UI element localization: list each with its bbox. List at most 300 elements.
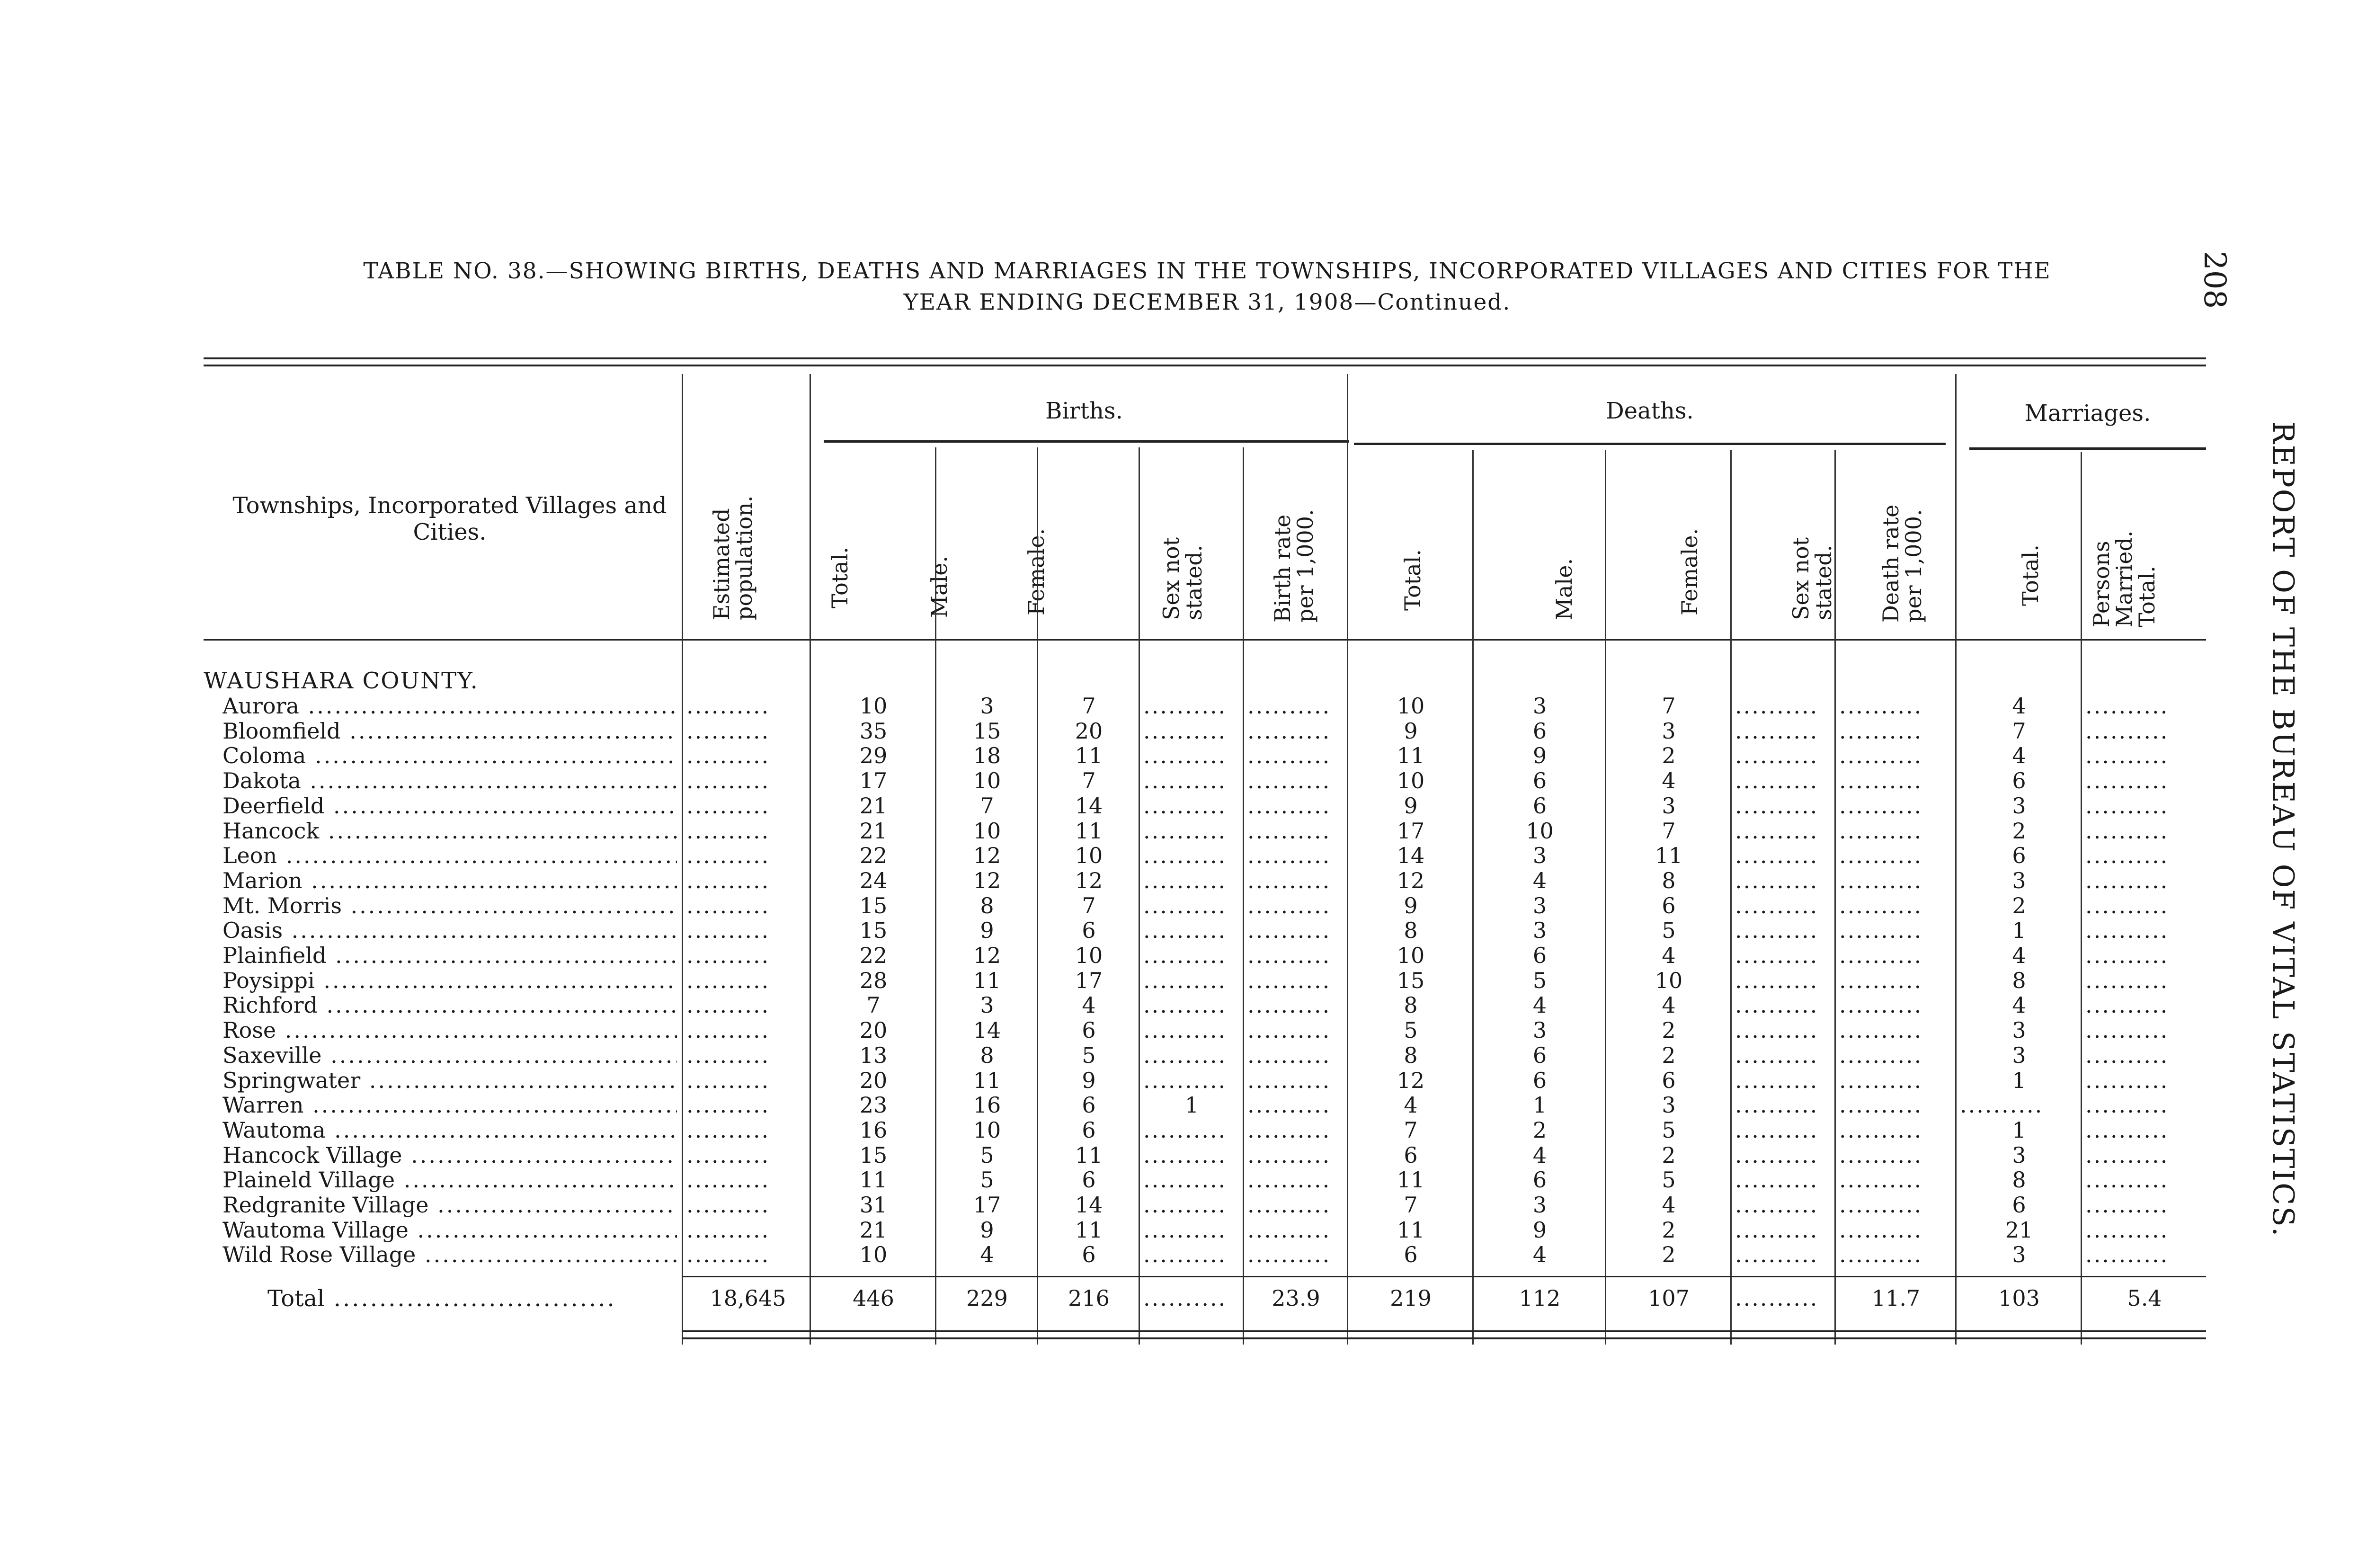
- row-births-male: 10: [973, 818, 1001, 844]
- row-deaths-sex-not-stated: ..........: [1735, 1068, 1819, 1093]
- row-deaths-sex-not-stated: ..........: [1735, 694, 1819, 719]
- row-population-dots: ..........: [686, 868, 770, 893]
- row-births-sex-not-stated: ..........: [1143, 694, 1227, 719]
- row-births-male: 8: [980, 892, 994, 918]
- row-persons-married: ..........: [2085, 793, 2169, 819]
- header-population: Estimated population.: [709, 495, 757, 620]
- row-deaths-male: 3: [1532, 918, 1547, 944]
- row-marriages-total: 2: [2012, 892, 2026, 918]
- row-births-male: 18: [973, 743, 1001, 769]
- row-death-rate: ..........: [1839, 968, 1923, 993]
- row-deaths-female: 4: [1662, 1192, 1676, 1218]
- row-population-dots: ..........: [686, 843, 770, 869]
- table-row: [0, 868, 2367, 893]
- row-births-female: 11: [1075, 1142, 1103, 1168]
- row-marriages-total: 21: [2005, 1217, 2033, 1243]
- row-births-female: 17: [1075, 967, 1103, 993]
- table-row: [0, 768, 2367, 793]
- row-population-dots: ..........: [686, 1018, 770, 1043]
- table-row: [0, 993, 2367, 1018]
- row-births-male: 12: [973, 943, 1001, 968]
- row-births-female: 6: [1082, 918, 1096, 944]
- row-persons-married: ..........: [2085, 943, 2169, 968]
- row-deaths-sex-not-stated: ..........: [1735, 1217, 1819, 1243]
- row-place-name: Leon .....: [222, 843, 677, 868]
- table-row: [0, 1068, 2367, 1093]
- row-births-female: 11: [1075, 1217, 1103, 1243]
- row-births-sex-not-stated: ..........: [1143, 918, 1227, 944]
- row-population-dots: ..........: [686, 793, 770, 819]
- row-deaths-male: 3: [1532, 693, 1547, 719]
- row-place-name: Poysippi .....: [222, 968, 677, 993]
- row-population-dots: ..........: [686, 1167, 770, 1193]
- table-row: [0, 1018, 2367, 1043]
- row-place-name: Marion .....: [222, 868, 677, 893]
- row-births-total: 11: [859, 1167, 888, 1193]
- row-birth-rate: ..........: [1247, 918, 1331, 944]
- row-deaths-sex-not-stated: ..........: [1735, 1093, 1819, 1118]
- row-births-sex-not-stated: ..........: [1143, 1142, 1227, 1168]
- row-place-name: Rose .....: [222, 1018, 677, 1043]
- row-deaths-total: 15: [1397, 967, 1425, 993]
- row-persons-married: ..........: [2085, 694, 2169, 719]
- row-marriages-total: 6: [2012, 768, 2026, 794]
- row-births-sex-not-stated: ..........: [1143, 1193, 1227, 1218]
- row-birth-rate: ..........: [1247, 694, 1331, 719]
- row-deaths-sex-not-stated: ..........: [1735, 943, 1819, 968]
- row-deaths-female: 2: [1662, 743, 1676, 769]
- row-deaths-total: 8: [1404, 992, 1418, 1018]
- row-births-sex-not-stated: ..........: [1143, 943, 1227, 968]
- row-births-female: 9: [1082, 1067, 1096, 1093]
- row-population-dots: ..........: [686, 918, 770, 944]
- row-death-rate: ..........: [1839, 694, 1923, 719]
- row-deaths-sex-not-stated: ..........: [1735, 1117, 1819, 1143]
- row-deaths-total: 7: [1404, 1192, 1418, 1218]
- row-persons-married: ..........: [2085, 868, 2169, 893]
- stub-header: Townships, Incorporated Villages and Cities.: [232, 492, 667, 545]
- row-birth-rate: ..........: [1247, 718, 1331, 744]
- row-birth-rate: ..........: [1247, 1093, 1331, 1118]
- row-births-female: 10: [1075, 943, 1103, 968]
- table-row: [0, 1093, 2367, 1118]
- row-births-total: 10: [859, 1242, 888, 1268]
- row-place-name: Saxeville .....: [222, 1043, 677, 1068]
- row-birth-rate: ..........: [1247, 818, 1331, 844]
- row-population-dots: ..........: [686, 968, 770, 993]
- row-deaths-sex-not-stated: ..........: [1735, 1167, 1819, 1193]
- row-birth-rate: ..........: [1247, 1167, 1331, 1193]
- row-births-total: 16: [859, 1117, 888, 1143]
- row-birth-rate: ..........: [1247, 1068, 1331, 1093]
- row-deaths-female: 2: [1662, 1242, 1676, 1268]
- row-births-total: 24: [859, 867, 888, 893]
- row-births-male: 15: [973, 718, 1001, 744]
- row-births-female: 14: [1075, 793, 1103, 819]
- row-persons-married: ..........: [2085, 1167, 2169, 1193]
- row-births-female: 11: [1075, 743, 1103, 769]
- header-birth-rate: Birth rate per 1,000.: [1270, 509, 1318, 623]
- row-birth-rate: ..........: [1247, 1018, 1331, 1043]
- row-deaths-female: 2: [1662, 1142, 1676, 1168]
- total-rule: [682, 1276, 2206, 1277]
- row-marriages-total: 3: [2012, 1142, 2026, 1168]
- row-deaths-male: 6: [1532, 793, 1547, 819]
- row-births-male: 5: [980, 1142, 994, 1168]
- row-deaths-male: 4: [1532, 1242, 1547, 1268]
- row-births-sex-not-stated: ..........: [1143, 793, 1227, 819]
- county-heading: WAUSHARA COUNTY.: [204, 668, 479, 694]
- row-population-dots: ..........: [686, 743, 770, 769]
- row-deaths-total: 11: [1397, 743, 1425, 769]
- row-place-name: Springwater .....: [222, 1068, 677, 1093]
- table-row: [0, 1118, 2367, 1143]
- table-row: [0, 968, 2367, 993]
- row-births-female: 12: [1075, 867, 1103, 893]
- row-death-rate: ..........: [1839, 993, 1923, 1018]
- row-deaths-sex-not-stated: ..........: [1735, 718, 1819, 744]
- row-births-male: 17: [973, 1192, 1001, 1218]
- row-deaths-female: 5: [1662, 1167, 1676, 1193]
- row-death-rate: ..........: [1839, 743, 1923, 769]
- row-deaths-sex-not-stated: ..........: [1735, 968, 1819, 993]
- total-death-rate: 11.7: [1871, 1285, 1921, 1311]
- row-death-rate: ..........: [1839, 1193, 1923, 1218]
- bottom-rule-1: [682, 1330, 2206, 1332]
- row-persons-married: ..........: [2085, 1142, 2169, 1168]
- row-marriages-total: 1: [2012, 1117, 2026, 1143]
- row-deaths-male: 1: [1532, 1092, 1547, 1118]
- row-deaths-female: 2: [1662, 1017, 1676, 1043]
- row-births-female: 20: [1075, 718, 1103, 744]
- row-births-male: 12: [973, 867, 1001, 893]
- row-births-sex-not-stated: ..........: [1143, 718, 1227, 744]
- row-place-name: Wild Rose Village .....: [222, 1242, 677, 1267]
- total-births-female: 216: [1068, 1285, 1110, 1311]
- row-deaths-sex-not-stated: ..........: [1735, 918, 1819, 944]
- row-births-total: 10: [859, 693, 888, 719]
- row-births-male: 3: [980, 693, 994, 719]
- row-births-sex-not-stated: ..........: [1143, 843, 1227, 869]
- row-births-female: 7: [1082, 892, 1096, 918]
- table-row: [0, 893, 2367, 918]
- table-row: [0, 1167, 2367, 1193]
- deaths-underline: [1354, 443, 1946, 445]
- row-marriages-total: 8: [2012, 967, 2026, 993]
- header-persons-married: Persons Married. Total.: [2089, 530, 2160, 627]
- total-births-sex-dots: ..........: [1143, 1285, 1227, 1311]
- row-deaths-male: 6: [1532, 943, 1547, 968]
- row-births-female: 7: [1082, 693, 1096, 719]
- row-births-sex-not-stated: ..........: [1143, 1167, 1227, 1193]
- row-deaths-sex-not-stated: ..........: [1735, 768, 1819, 794]
- row-deaths-sex-not-stated: ..........: [1735, 1042, 1819, 1068]
- row-death-rate: ..........: [1839, 943, 1923, 968]
- row-death-rate: ..........: [1839, 868, 1923, 893]
- row-persons-married: ..........: [2085, 743, 2169, 769]
- header-births-female: Female.: [1023, 528, 1049, 615]
- row-persons-married: ..........: [2085, 968, 2169, 993]
- row-marriages-total: 1: [2012, 918, 2026, 944]
- row-birth-rate: ..........: [1247, 1117, 1331, 1143]
- row-population-dots: ..........: [686, 1093, 770, 1118]
- row-place-name: Hancock Village .....: [222, 1143, 677, 1168]
- row-persons-married: ..........: [2085, 718, 2169, 744]
- row-births-total: 21: [859, 818, 888, 844]
- table-row: [0, 819, 2367, 844]
- row-place-name: Redgranite Village .....: [222, 1193, 677, 1218]
- row-births-total: 35: [859, 718, 888, 744]
- row-marriages-total: 6: [2012, 1192, 2026, 1218]
- row-population-dots: ..........: [686, 1217, 770, 1243]
- row-births-male: 9: [980, 918, 994, 944]
- row-births-total: 22: [859, 943, 888, 968]
- births-underline: [824, 440, 1349, 443]
- row-birth-rate: ..........: [1247, 743, 1331, 769]
- table-title-line-2: YEAR ENDING DECEMBER 31, 1908—Continued.: [903, 289, 1511, 315]
- row-births-total: 31: [859, 1192, 888, 1218]
- row-persons-married: ..........: [2085, 1242, 2169, 1268]
- row-persons-married: ..........: [2085, 993, 2169, 1018]
- row-deaths-female: 2: [1662, 1042, 1676, 1068]
- row-death-rate: ..........: [1839, 793, 1923, 819]
- table-row: [0, 1193, 2367, 1218]
- row-births-total: 21: [859, 1217, 888, 1243]
- header-deaths-male: Male.: [1551, 558, 1577, 620]
- row-births-male: 11: [973, 967, 1001, 993]
- row-marriages-total: 3: [2012, 1042, 2026, 1068]
- row-persons-married: ..........: [2085, 1068, 2169, 1093]
- row-births-sex-not-stated: ..........: [1143, 1217, 1227, 1243]
- row-death-rate: ..........: [1839, 1042, 1923, 1068]
- row-persons-married: ..........: [2085, 1217, 2169, 1243]
- row-marriages-total: 4: [2012, 943, 2026, 968]
- row-births-female: 6: [1082, 1017, 1096, 1043]
- row-birth-rate: ..........: [1247, 868, 1331, 893]
- row-deaths-sex-not-stated: ..........: [1735, 818, 1819, 844]
- row-deaths-sex-not-stated: ..........: [1735, 993, 1819, 1018]
- row-persons-married: ..........: [2085, 1018, 2169, 1043]
- row-deaths-female: 10: [1655, 967, 1683, 993]
- row-deaths-female: 4: [1662, 768, 1676, 794]
- row-birth-rate: ..........: [1247, 943, 1331, 968]
- total-births: 446: [853, 1285, 894, 1311]
- marriages-underline: [1969, 447, 2206, 450]
- total-birth-rate: 23.9: [1272, 1285, 1320, 1311]
- row-birth-rate: ..........: [1247, 1142, 1331, 1168]
- row-deaths-female: 4: [1662, 992, 1676, 1018]
- row-births-sex-not-stated: ..........: [1143, 1018, 1227, 1043]
- row-deaths-sex-not-stated: ..........: [1735, 1242, 1819, 1268]
- row-deaths-male: 6: [1532, 718, 1547, 744]
- row-place-name: Dakota .....: [222, 768, 677, 793]
- row-deaths-female: 3: [1662, 1092, 1676, 1118]
- row-deaths-female: 5: [1662, 1117, 1676, 1143]
- row-deaths-sex-not-stated: ..........: [1735, 1193, 1819, 1218]
- row-births-female: 6: [1082, 1092, 1096, 1118]
- row-births-total: 7: [866, 992, 881, 1018]
- row-deaths-total: 6: [1404, 1242, 1418, 1268]
- row-births-total: 21: [859, 793, 888, 819]
- row-deaths-male: 4: [1532, 992, 1547, 1018]
- top-rule-1: [204, 357, 2206, 359]
- table-row: [0, 1242, 2367, 1267]
- row-births-total: 23: [859, 1092, 888, 1118]
- row-births-female: 6: [1082, 1242, 1096, 1268]
- row-death-rate: ..........: [1839, 818, 1923, 844]
- row-birth-rate: ..........: [1247, 993, 1331, 1018]
- row-deaths-male: 4: [1532, 1142, 1547, 1168]
- row-births-sex-not-stated: ..........: [1143, 818, 1227, 844]
- row-death-rate: ..........: [1839, 918, 1923, 944]
- table-title: [204, 256, 2211, 318]
- row-deaths-total: 14: [1397, 843, 1425, 869]
- row-death-rate: ..........: [1839, 1068, 1923, 1093]
- row-marriages-total: 4: [2012, 743, 2026, 769]
- row-deaths-female: 3: [1662, 793, 1676, 819]
- row-place-name: Oasis .....: [222, 918, 677, 943]
- header-death-rate: Death rate per 1,000.: [1878, 504, 1926, 623]
- row-marriages-total: 4: [2012, 693, 2026, 719]
- table-row: [0, 1218, 2367, 1243]
- header-deaths-sex-not-stated: Sex not stated.: [1788, 537, 1836, 620]
- row-deaths-sex-not-stated: ..........: [1735, 743, 1819, 769]
- row-births-total: 17: [859, 768, 888, 794]
- row-marriages-total: 3: [2012, 867, 2026, 893]
- row-persons-married: ..........: [2085, 918, 2169, 944]
- row-deaths-female: 3: [1662, 718, 1676, 744]
- row-deaths-male: 2: [1532, 1117, 1547, 1143]
- total-label: Total .....: [267, 1285, 616, 1312]
- row-deaths-total: 17: [1397, 818, 1425, 844]
- row-deaths-male: 9: [1532, 1217, 1547, 1243]
- row-deaths-total: 7: [1404, 1117, 1418, 1143]
- row-persons-married: ..........: [2085, 1117, 2169, 1143]
- row-birth-rate: ..........: [1247, 893, 1331, 918]
- row-population-dots: ..........: [686, 1068, 770, 1093]
- row-births-male: 11: [973, 1067, 1001, 1093]
- row-persons-married: ..........: [2085, 893, 2169, 918]
- running-head: REPORT OF THE BUREAU OF VITAL STATISTICS.: [2266, 421, 2301, 1238]
- row-population-dots: ..........: [686, 893, 770, 918]
- table-title-line-1: TABLE NO. 38.—SHOWING BIRTHS, DEATHS AND MARRIAGES IN THE TOWNSHIPS, INCORPORATED VILLAGES AND CITIES FOR THE: [363, 258, 2051, 284]
- row-births-total: 15: [859, 1142, 888, 1168]
- row-population-dots: ..........: [686, 993, 770, 1018]
- row-deaths-female: 11: [1655, 843, 1683, 869]
- row-marriages-total: ..........: [1960, 1093, 2044, 1118]
- table-row: [0, 1143, 2367, 1168]
- row-deaths-male: 6: [1532, 1067, 1547, 1093]
- row-births-female: 7: [1082, 768, 1096, 794]
- row-population-dots: ..........: [686, 943, 770, 968]
- row-population-dots: ..........: [686, 1142, 770, 1168]
- births-header: Births.: [1045, 398, 1123, 424]
- row-persons-married: ..........: [2085, 1093, 2169, 1118]
- row-births-female: 14: [1075, 1192, 1103, 1218]
- row-births-male: 5: [980, 1167, 994, 1193]
- header-deaths-female: Female.: [1677, 528, 1702, 615]
- row-deaths-female: 7: [1662, 693, 1676, 719]
- row-population-dots: ..........: [686, 768, 770, 794]
- row-place-name: Warren .....: [222, 1093, 677, 1118]
- row-persons-married: ..........: [2085, 1193, 2169, 1218]
- row-births-total: 20: [859, 1067, 888, 1093]
- row-births-male: 3: [980, 992, 994, 1018]
- row-deaths-male: 5: [1532, 967, 1547, 993]
- row-deaths-sex-not-stated: ..........: [1735, 793, 1819, 819]
- row-births-total: 15: [859, 918, 888, 944]
- row-birth-rate: ..........: [1247, 1193, 1331, 1218]
- table-row: [0, 793, 2367, 819]
- row-births-sex-not-stated: ..........: [1143, 1117, 1227, 1143]
- row-deaths-female: 7: [1662, 818, 1676, 844]
- page-number: 208: [2197, 251, 2232, 309]
- total-deaths: 219: [1390, 1285, 1432, 1311]
- row-place-name: Plaineld Village .....: [222, 1167, 677, 1193]
- row-birth-rate: ..........: [1247, 793, 1331, 819]
- row-place-name: Hancock .....: [222, 819, 677, 844]
- row-births-female: 6: [1082, 1167, 1096, 1193]
- row-death-rate: ..........: [1839, 1018, 1923, 1043]
- row-deaths-male: 3: [1532, 1017, 1547, 1043]
- header-births-sex-not-stated: Sex not stated.: [1158, 537, 1207, 620]
- row-deaths-total: 5: [1404, 1017, 1418, 1043]
- row-marriages-total: 3: [2012, 793, 2026, 819]
- table-row: [0, 719, 2367, 744]
- row-birth-rate: ..........: [1247, 968, 1331, 993]
- row-births-total: 28: [859, 967, 888, 993]
- row-marriages-total: 7: [2012, 718, 2026, 744]
- row-deaths-male: 4: [1532, 867, 1547, 893]
- row-deaths-female: 6: [1662, 1067, 1676, 1093]
- table-row: [0, 1043, 2367, 1068]
- total-deaths-female: 107: [1648, 1285, 1690, 1311]
- row-deaths-total: 9: [1404, 793, 1418, 819]
- row-births-sex-not-stated: ..........: [1143, 1242, 1227, 1268]
- row-marriages-total: 4: [2012, 992, 2026, 1018]
- row-births-total: 22: [859, 843, 888, 869]
- table-row: [0, 694, 2367, 719]
- row-death-rate: ..........: [1839, 718, 1923, 744]
- row-birth-rate: ..........: [1247, 1042, 1331, 1068]
- top-rule-2: [204, 365, 2206, 366]
- row-marriages-total: 3: [2012, 1017, 2026, 1043]
- header-births-total: Total.: [827, 546, 853, 608]
- row-place-name: Wautoma Village .....: [222, 1218, 677, 1243]
- row-population-dots: ..........: [686, 1042, 770, 1068]
- row-deaths-total: 10: [1397, 768, 1425, 794]
- row-persons-married: ..........: [2085, 843, 2169, 869]
- row-population-dots: ..........: [686, 718, 770, 744]
- row-births-male: 10: [973, 1117, 1001, 1143]
- row-death-rate: ..........: [1839, 1093, 1923, 1118]
- row-births-sex-not-stated: ..........: [1143, 968, 1227, 993]
- row-marriages-total: 3: [2012, 1242, 2026, 1268]
- row-marriages-total: 6: [2012, 843, 2026, 869]
- row-deaths-male: 6: [1532, 1167, 1547, 1193]
- row-deaths-male: 9: [1532, 743, 1547, 769]
- row-deaths-total: 6: [1404, 1142, 1418, 1168]
- row-birth-rate: ..........: [1247, 843, 1331, 869]
- row-births-female: 4: [1082, 992, 1096, 1018]
- table-row: [0, 743, 2367, 768]
- row-deaths-female: 8: [1662, 867, 1676, 893]
- row-deaths-total: 10: [1397, 943, 1425, 968]
- row-death-rate: ..........: [1839, 1217, 1923, 1243]
- row-place-name: Bloomfield .....: [222, 719, 677, 744]
- total-deaths-sex-dots: ..........: [1735, 1285, 1819, 1311]
- row-death-rate: ..........: [1839, 1117, 1923, 1143]
